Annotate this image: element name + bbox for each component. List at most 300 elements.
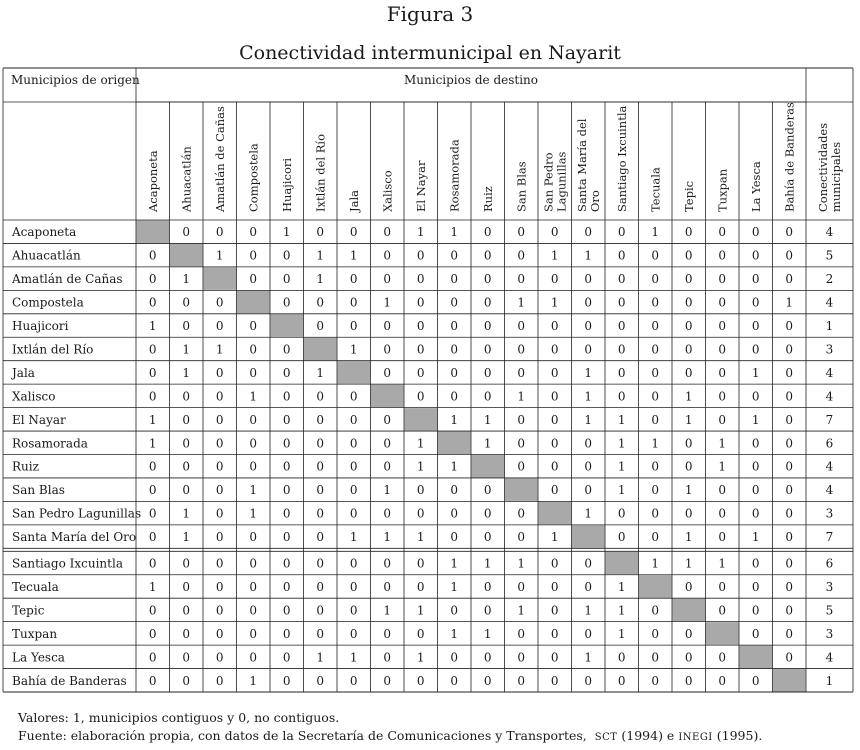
matrix-value: 1 <box>684 530 693 545</box>
matrix-value: 0 <box>349 225 358 240</box>
matrix-value: 0 <box>215 389 224 404</box>
column-label: Ahuacatlán <box>179 146 194 212</box>
matrix-value: 1 <box>584 248 593 263</box>
matrix-value: 1 <box>684 556 693 571</box>
matrix-value: 0 <box>148 556 157 571</box>
matrix-value: 0 <box>450 603 459 618</box>
matrix-value: 1 <box>483 626 492 641</box>
matrix-value: 0 <box>148 626 157 641</box>
matrix-value: 0 <box>349 626 358 641</box>
matrix-value: 0 <box>215 412 224 427</box>
matrix-value: 0 <box>718 365 727 380</box>
matrix-value: 0 <box>383 272 392 287</box>
column-label: San Pedro <box>541 152 556 212</box>
matrix-value: 0 <box>617 365 626 380</box>
matrix-value: 0 <box>349 459 358 474</box>
matrix-value: 0 <box>550 272 559 287</box>
matrix-value: 0 <box>684 248 693 263</box>
matrix-value: 0 <box>785 650 794 665</box>
matrix-value: 0 <box>282 436 291 451</box>
matrix-value: 0 <box>450 530 459 545</box>
matrix-value: 0 <box>349 556 358 571</box>
matrix-value: 0 <box>684 459 693 474</box>
matrix-value: 1 <box>617 626 626 641</box>
matrix-value: 0 <box>316 506 325 521</box>
matrix-value: 0 <box>416 365 425 380</box>
row-label: Ruiz <box>12 459 39 474</box>
matrix-value: 0 <box>483 603 492 618</box>
matrix-value: 0 <box>483 579 492 594</box>
matrix-value: 0 <box>316 295 325 310</box>
matrix-value: 1 <box>383 483 392 498</box>
column-label: Tuxpan <box>715 168 730 212</box>
matrix-value: 0 <box>383 506 392 521</box>
matrix-value: 1 <box>182 530 191 545</box>
diagonal-cell <box>673 599 706 621</box>
matrix-value: 1 <box>617 603 626 618</box>
matrix-value: 0 <box>684 342 693 357</box>
matrix-value: 0 <box>651 483 660 498</box>
matrix-value: 0 <box>517 579 526 594</box>
matrix-value: 0 <box>684 626 693 641</box>
matrix-value: 0 <box>182 556 191 571</box>
matrix-value: 0 <box>215 436 224 451</box>
diagonal-cell <box>572 525 605 547</box>
matrix-value: 0 <box>584 436 593 451</box>
matrix-value: 0 <box>718 412 727 427</box>
row-label: San Blas <box>12 483 65 498</box>
row-label: La Yesca <box>12 650 65 665</box>
matrix-value: 0 <box>215 295 224 310</box>
matrix-value: 1 <box>182 272 191 287</box>
matrix-value: 0 <box>416 556 425 571</box>
values-note: Valores: 1, municipios contiguos y 0, no contiguos. <box>18 710 340 725</box>
matrix-value: 1 <box>182 506 191 521</box>
connectivity-total: 1 <box>825 319 834 334</box>
matrix-value: 0 <box>517 673 526 688</box>
diagonal-cell <box>405 408 438 430</box>
column-label: Ruiz <box>480 186 495 212</box>
row-label: Ixtlán del Río <box>12 342 94 357</box>
matrix-value: 0 <box>282 530 291 545</box>
matrix-value: 0 <box>785 506 794 521</box>
matrix-value: 0 <box>684 673 693 688</box>
matrix-value: 0 <box>718 579 727 594</box>
row-label: Rosamorada <box>12 436 88 451</box>
matrix-value: 0 <box>215 603 224 618</box>
matrix-value: 0 <box>651 342 660 357</box>
matrix-value: 1 <box>416 603 425 618</box>
matrix-value: 0 <box>751 459 760 474</box>
matrix-value: 0 <box>282 579 291 594</box>
matrix-value: 0 <box>684 650 693 665</box>
matrix-value: 0 <box>517 626 526 641</box>
matrix-value: 1 <box>617 483 626 498</box>
column-label: Xalisco <box>380 170 395 212</box>
diagonal-cell <box>773 669 806 691</box>
matrix-value: 0 <box>316 389 325 404</box>
matrix-value: 1 <box>416 650 425 665</box>
matrix-value: 0 <box>483 225 492 240</box>
matrix-value: 0 <box>684 295 693 310</box>
connectivity-total: 6 <box>825 436 834 451</box>
matrix-value: 0 <box>383 673 392 688</box>
matrix-value: 0 <box>450 483 459 498</box>
matrix-value: 0 <box>282 412 291 427</box>
matrix-value: 0 <box>282 483 291 498</box>
matrix-value: 0 <box>718 225 727 240</box>
matrix-value: 0 <box>383 579 392 594</box>
matrix-value: 0 <box>785 342 794 357</box>
matrix-value: 0 <box>751 248 760 263</box>
matrix-value: 1 <box>584 603 593 618</box>
matrix-value: 0 <box>249 342 258 357</box>
matrix-value: 0 <box>751 673 760 688</box>
diagonal-cell <box>304 338 337 360</box>
matrix-value: 0 <box>785 626 794 641</box>
diagonal-cell <box>639 575 672 597</box>
matrix-value: 0 <box>651 626 660 641</box>
matrix-value: 0 <box>450 673 459 688</box>
matrix-value: 0 <box>785 248 794 263</box>
matrix-value: 0 <box>617 342 626 357</box>
matrix-value: 0 <box>584 295 593 310</box>
diagonal-cell <box>472 455 505 477</box>
matrix-value: 0 <box>316 436 325 451</box>
matrix-value: 0 <box>550 319 559 334</box>
matrix-value: 1 <box>651 436 660 451</box>
matrix-value: 0 <box>282 365 291 380</box>
matrix-value: 0 <box>416 579 425 594</box>
matrix-value: 1 <box>684 483 693 498</box>
connectivity-total: 4 <box>825 483 834 498</box>
matrix-value: 0 <box>651 248 660 263</box>
matrix-value: 0 <box>182 412 191 427</box>
matrix-value: 1 <box>316 650 325 665</box>
matrix-value: 1 <box>584 650 593 665</box>
matrix-value: 0 <box>316 626 325 641</box>
matrix-value: 0 <box>282 626 291 641</box>
matrix-value: 0 <box>584 459 593 474</box>
column-label: Santa María del <box>574 118 589 212</box>
matrix-value: 0 <box>550 365 559 380</box>
matrix-value: 0 <box>684 579 693 594</box>
matrix-value: 0 <box>684 272 693 287</box>
matrix-value: 1 <box>785 295 794 310</box>
matrix-value: 0 <box>483 389 492 404</box>
diagonal-cell <box>371 385 404 407</box>
matrix-value: 0 <box>651 412 660 427</box>
matrix-value: 0 <box>751 295 760 310</box>
matrix-value: 0 <box>617 530 626 545</box>
matrix-value: 0 <box>182 650 191 665</box>
matrix-value: 0 <box>349 389 358 404</box>
matrix-value: 0 <box>249 225 258 240</box>
matrix-value: 0 <box>282 295 291 310</box>
matrix-value: 0 <box>349 436 358 451</box>
matrix-value: 0 <box>651 603 660 618</box>
matrix-value: 0 <box>517 412 526 427</box>
matrix-value: 0 <box>617 650 626 665</box>
matrix-value: 0 <box>416 506 425 521</box>
matrix-value: 0 <box>450 248 459 263</box>
column-label: Ixtlán del Río <box>313 133 328 212</box>
matrix-value: 0 <box>349 603 358 618</box>
matrix-value: 0 <box>584 673 593 688</box>
matrix-value: 0 <box>751 389 760 404</box>
diagonal-cell <box>170 244 203 266</box>
matrix-value: 1 <box>148 319 157 334</box>
matrix-value: 0 <box>550 389 559 404</box>
matrix-value: 0 <box>718 603 727 618</box>
matrix-value: 0 <box>249 603 258 618</box>
matrix-value: 0 <box>718 506 727 521</box>
matrix-value: 0 <box>684 365 693 380</box>
matrix-value: 0 <box>316 319 325 334</box>
matrix-value: 0 <box>684 225 693 240</box>
matrix-value: 0 <box>651 650 660 665</box>
matrix-value: 0 <box>148 272 157 287</box>
matrix-value: 0 <box>718 272 727 287</box>
matrix-value: 0 <box>617 319 626 334</box>
matrix-value: 0 <box>249 272 258 287</box>
column-label: Lagunillas <box>554 151 569 212</box>
row-label: San Pedro Lagunillas <box>12 506 142 521</box>
matrix-value: 0 <box>617 295 626 310</box>
matrix-value: 1 <box>148 436 157 451</box>
row-label: El Nayar <box>12 412 66 427</box>
row-label: Jala <box>12 365 35 380</box>
matrix-value: 1 <box>651 556 660 571</box>
row-label: Bahía de Banderas <box>12 673 127 688</box>
matrix-value: 0 <box>785 579 794 594</box>
matrix-value: 0 <box>483 365 492 380</box>
column-label: La Yesca <box>748 161 763 212</box>
matrix-value: 0 <box>450 650 459 665</box>
matrix-value: 0 <box>148 603 157 618</box>
connectivity-total: 4 <box>825 365 834 380</box>
matrix-value: 0 <box>416 272 425 287</box>
matrix-value: 1 <box>349 530 358 545</box>
matrix-value: 0 <box>316 673 325 688</box>
matrix-value: 0 <box>751 603 760 618</box>
matrix-value: 1 <box>718 436 727 451</box>
matrix-value: 0 <box>517 459 526 474</box>
matrix-value: 0 <box>550 673 559 688</box>
matrix-value: 0 <box>483 483 492 498</box>
matrix-value: 0 <box>316 530 325 545</box>
matrix-value: 0 <box>785 365 794 380</box>
row-label: Tuxpan <box>12 626 58 641</box>
matrix-value: 0 <box>282 272 291 287</box>
matrix-value: 0 <box>282 506 291 521</box>
matrix-value: 0 <box>148 483 157 498</box>
matrix-value: 0 <box>550 342 559 357</box>
row-label: Huajicori <box>12 319 69 334</box>
matrix-value: 0 <box>148 342 157 357</box>
matrix-value: 0 <box>450 506 459 521</box>
matrix-value: 0 <box>718 319 727 334</box>
matrix-value: 1 <box>450 412 459 427</box>
matrix-value: 0 <box>483 342 492 357</box>
matrix-value: 1 <box>751 365 760 380</box>
row-label: Santiago Ixcuintla <box>12 556 123 571</box>
connectivity-total: 5 <box>825 603 834 618</box>
matrix-value: 0 <box>483 650 492 665</box>
matrix-value: 1 <box>249 506 258 521</box>
matrix-value: 0 <box>215 319 224 334</box>
matrix-value: 0 <box>249 650 258 665</box>
connectivity-total: 2 <box>825 272 834 287</box>
matrix-value: 0 <box>550 650 559 665</box>
matrix-value: 1 <box>383 295 392 310</box>
connectivity-total: 4 <box>825 650 834 665</box>
diagonal-cell <box>204 267 237 289</box>
matrix-value: 0 <box>684 506 693 521</box>
matrix-value: 0 <box>550 556 559 571</box>
matrix-value: 0 <box>785 389 794 404</box>
matrix-value: 0 <box>383 248 392 263</box>
matrix-value: 0 <box>249 459 258 474</box>
matrix-value: 0 <box>785 603 794 618</box>
diagonal-cell <box>338 361 371 383</box>
inegi-acronym: INEGI <box>678 732 713 743</box>
matrix-value: 1 <box>751 412 760 427</box>
matrix-value: 0 <box>249 556 258 571</box>
matrix-value: 0 <box>383 436 392 451</box>
matrix-value: 0 <box>751 319 760 334</box>
matrix-value: 0 <box>383 412 392 427</box>
matrix-value: 0 <box>751 342 760 357</box>
matrix-value: 0 <box>651 295 660 310</box>
matrix-value: 0 <box>383 342 392 357</box>
matrix-value: 1 <box>450 579 459 594</box>
matrix-value: 1 <box>450 626 459 641</box>
matrix-value: 1 <box>182 365 191 380</box>
matrix-value: 0 <box>517 225 526 240</box>
matrix-value: 0 <box>617 673 626 688</box>
matrix-value: 1 <box>148 412 157 427</box>
matrix-value: 0 <box>718 342 727 357</box>
matrix-value: 0 <box>651 506 660 521</box>
column-label: Acaponeta <box>145 150 160 212</box>
matrix-value: 1 <box>483 412 492 427</box>
matrix-value: 1 <box>517 556 526 571</box>
row-label: Tecuala <box>12 579 59 594</box>
matrix-value: 1 <box>249 389 258 404</box>
matrix-value: 0 <box>316 556 325 571</box>
matrix-value: 1 <box>550 248 559 263</box>
matrix-value: 1 <box>517 603 526 618</box>
matrix-value: 0 <box>215 506 224 521</box>
matrix-value: 1 <box>249 673 258 688</box>
matrix-value: 0 <box>751 225 760 240</box>
diagonal-cell <box>271 314 304 336</box>
matrix-value: 1 <box>416 530 425 545</box>
row-label: Compostela <box>12 295 84 310</box>
matrix-value: 1 <box>584 365 593 380</box>
column-label: Tepic <box>681 180 696 212</box>
connectivity-total: 7 <box>825 412 834 427</box>
row-label: Acaponeta <box>12 225 77 240</box>
matrix-value: 0 <box>550 603 559 618</box>
matrix-value: 0 <box>282 248 291 263</box>
matrix-value: 0 <box>684 436 693 451</box>
matrix-value: 0 <box>483 295 492 310</box>
matrix-value: 1 <box>718 556 727 571</box>
matrix-value: 0 <box>148 530 157 545</box>
matrix-value: 0 <box>349 295 358 310</box>
matrix-value: 0 <box>383 650 392 665</box>
matrix-value: 0 <box>751 626 760 641</box>
column-label: Amatlán de Cañas <box>212 106 227 212</box>
matrix-value: 0 <box>483 248 492 263</box>
matrix-value: 0 <box>584 225 593 240</box>
matrix-value: 1 <box>182 342 191 357</box>
matrix-value: 0 <box>383 556 392 571</box>
matrix-value: 0 <box>383 319 392 334</box>
matrix-value: 0 <box>651 673 660 688</box>
matrix-value: 0 <box>651 272 660 287</box>
matrix-value: 0 <box>517 436 526 451</box>
matrix-value: 1 <box>416 436 425 451</box>
matrix-value: 0 <box>483 673 492 688</box>
row-label: Amatlán de Cañas <box>12 272 123 287</box>
matrix-value: 0 <box>249 579 258 594</box>
matrix-value: 1 <box>651 225 660 240</box>
diagonal-cell <box>237 291 270 313</box>
matrix-value: 0 <box>550 459 559 474</box>
matrix-value: 0 <box>617 272 626 287</box>
matrix-value: 0 <box>751 436 760 451</box>
matrix-value: 0 <box>785 412 794 427</box>
matrix-value: 0 <box>182 295 191 310</box>
source-note <box>18 727 762 747</box>
matrix-value: 1 <box>517 389 526 404</box>
matrix-value: 0 <box>148 365 157 380</box>
matrix-value: 0 <box>550 436 559 451</box>
row-label: Tepic <box>12 603 45 618</box>
matrix-value: 0 <box>718 530 727 545</box>
matrix-value: 0 <box>148 459 157 474</box>
matrix-value: 0 <box>450 319 459 334</box>
matrix-value: 0 <box>785 436 794 451</box>
column-label: Rosamorada <box>447 139 462 212</box>
matrix-value: 0 <box>517 365 526 380</box>
matrix-value: 0 <box>785 556 794 571</box>
diagonal-cell <box>137 221 170 243</box>
matrix-value: 0 <box>450 342 459 357</box>
column-label: Santiago Ixcuintla <box>614 105 629 212</box>
matrix-value: 0 <box>215 650 224 665</box>
matrix-value: 0 <box>182 389 191 404</box>
matrix-value: 0 <box>215 530 224 545</box>
matrix-value: 0 <box>718 483 727 498</box>
column-label: Compostela <box>246 143 261 212</box>
matrix-value: 0 <box>550 483 559 498</box>
matrix-value: 0 <box>517 248 526 263</box>
matrix-value: 0 <box>517 319 526 334</box>
matrix-value: 1 <box>751 530 760 545</box>
matrix-value: 0 <box>249 530 258 545</box>
matrix-value: 1 <box>215 248 224 263</box>
matrix-value: 0 <box>316 225 325 240</box>
matrix-value: 1 <box>617 579 626 594</box>
matrix-value: 0 <box>182 579 191 594</box>
matrix-value: 0 <box>182 436 191 451</box>
matrix-value: 0 <box>282 459 291 474</box>
matrix-value: 0 <box>182 319 191 334</box>
